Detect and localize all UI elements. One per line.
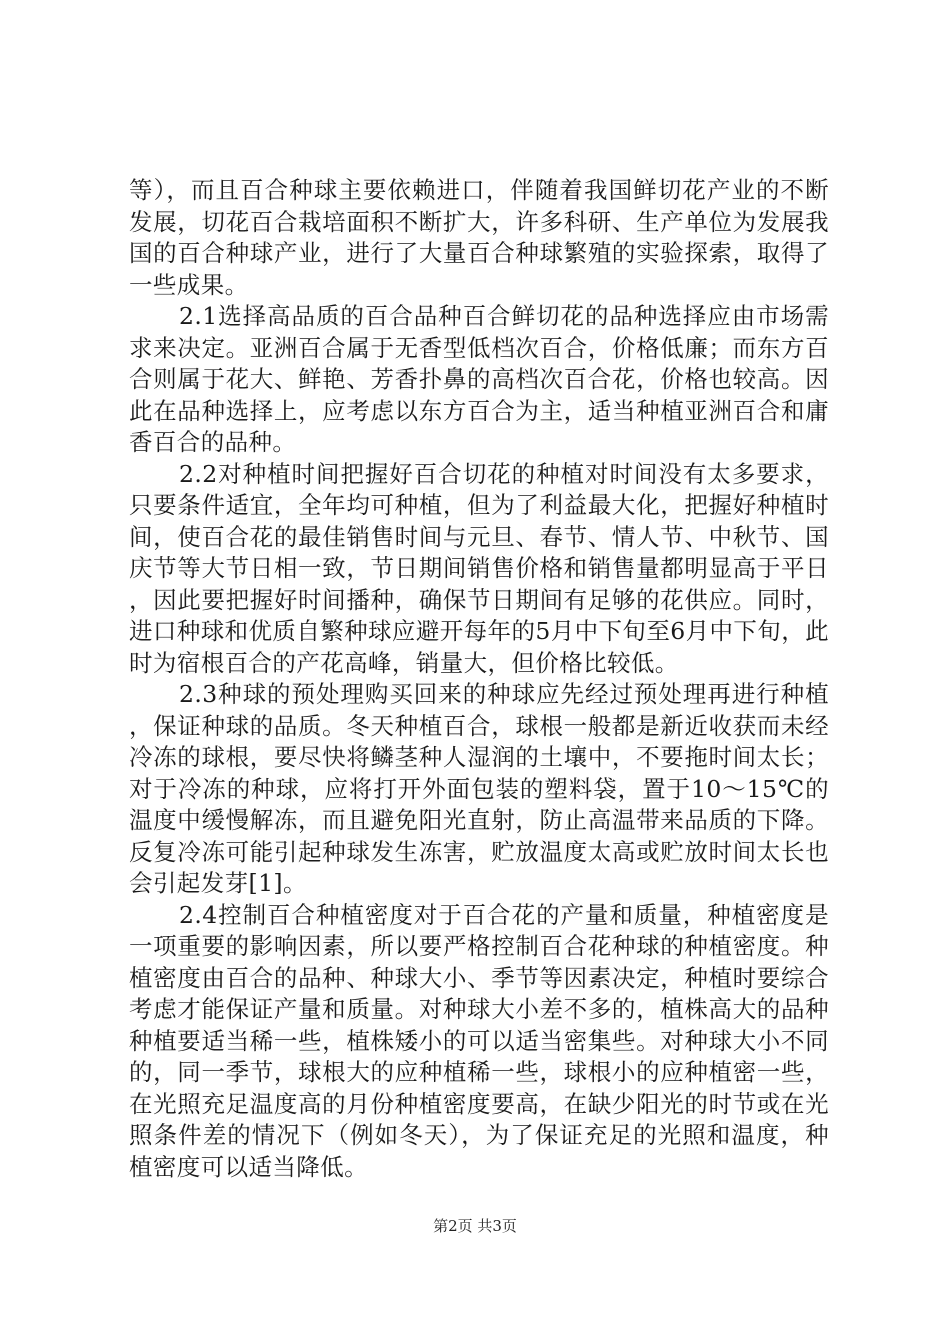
paragraph-continued: 等），而且百合种球主要依赖进口，伴随着我国鲜切花产业的不断发展，切花百合栽培面积不断扩大，许多科研、生产单位为发展我国的百合种球产业，进行了大量百合种球繁殖的实验探索，取得了一些成果。 <box>129 176 829 299</box>
page-number-footer: 第2页 共3页 <box>433 1217 517 1235</box>
paragraph-2-1-variety-selection: 2.1选择高品质的百合品种百合鲜切花的品种选择应由市场需求来决定。亚洲百合属于无香型低档次百合，价格低廉；而东方百合则属于花大、鲜艳、芳香扑鼻的高档次百合花，价格也较高。因此在品种选择上，应考虑以东方百合为主，适当种植亚洲百合和庸香百合的品种。 <box>129 302 829 456</box>
paragraph-2-4-planting-density: 2.4控制百合种植密度对于百合花的产量和质量，种植密度是一项重要的影响因素，所以要严格控制百合花种球的种植密度。种植密度由百合的品种、种球大小、季节等因素决定，种植时要综合考虑才能保证产量和质量。对种球大小差不多的，植株高大的品种种植要适当稀一些，植株矮小的可以适当密集些。对种球大小不同的，同一季节，球根大的应种植稀一些，球根小的应种植密一些，在光照充足温度高的月份种植密度要高，在缺少阳光的时节或在光照条件差的情况下（例如冬天），为了保证充足的光照和温度，种植密度可以适当降低。 <box>129 900 829 1181</box>
paragraph-2-3-bulb-pretreatment: 2.3种球的预处理购买回来的种球应先经过预处理再进行种植，保证种球的品质。冬天种植百合，球根一般都是新近收获而未经冷冻的球根，要尽快将鳞茎种人湿润的土壤中，不要拖时间太长；对于冷冻的种球，应将打开外面包装的塑料袋，置于10～15℃的温度中缓慢解冻，而且避免阳光直射，防止高温带来品质的下降。反复冷冻可能引起种球发生冻害，贮放温度太高或贮放时间太长也会引起发芽[1]。 <box>129 680 829 897</box>
paragraph-2-2-planting-time: 2.2对种植时间把握好百合切花的种植对时间没有太多要求，只要条件适宜，全年均可种植，但为了利益最大化，把握好种植时间，使百合花的最佳销售时间与元旦、春节、情人节、中秋节、国庆节等大节日相一致，节日期间销售价格和销售量都明显高于平日，因此要把握好时间播种，确保节日期间有足够的花供应。同时，进口种球和优质自繁种球应避开每年的5月中下旬至6月中下旬，此时为宿根百合的产花高峰，销量大，但价格比较低。 <box>129 459 829 677</box>
document-body <box>129 175 829 1183</box>
